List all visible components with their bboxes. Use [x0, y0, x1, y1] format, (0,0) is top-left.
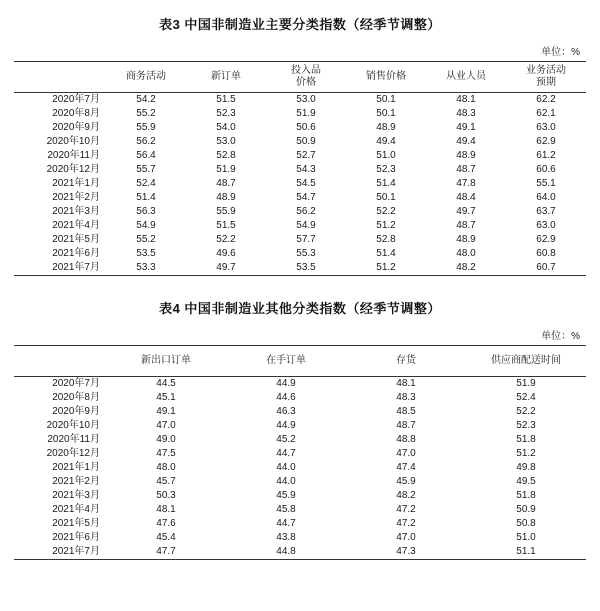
cell: 54.2: [136, 94, 156, 105]
cell: 44.7: [276, 448, 296, 459]
cell: 50.1: [376, 108, 396, 119]
cell: 45.4: [156, 532, 176, 543]
cell: 51.2: [376, 220, 396, 231]
cell: 56.4: [136, 150, 156, 161]
cell: 44.0: [276, 476, 296, 487]
cell: 48.1: [156, 504, 176, 515]
row-label: 2021年4月: [52, 220, 100, 231]
cell: 53.5: [136, 248, 156, 259]
cell: 49.7: [186, 261, 266, 276]
row-label: 2020年8月: [52, 392, 100, 403]
cell: 49.4: [456, 136, 476, 147]
cell: 48.3: [396, 392, 416, 403]
table-row: [14, 191, 586, 205]
cell: 51.4: [376, 178, 396, 189]
table-row: [14, 475, 586, 489]
table3-col-new-orders: 新订单: [186, 62, 266, 93]
cell: 48.1: [456, 94, 476, 105]
cell: 57.7: [296, 234, 316, 245]
table4-header-row: [14, 346, 586, 377]
cell: 45.9: [276, 490, 296, 501]
table-row: [14, 163, 586, 177]
cell: 53.5: [266, 261, 346, 276]
cell: 47.6: [156, 518, 176, 529]
cell: 48.7: [456, 164, 476, 175]
cell: 50.9: [296, 136, 316, 147]
cell: 49.6: [216, 248, 236, 259]
cell: 50.9: [516, 504, 536, 515]
row-label: 2021年6月: [52, 532, 100, 543]
cell: 54.0: [216, 122, 236, 133]
section-spacer: [14, 276, 586, 284]
row-label: 2021年7月: [14, 261, 106, 276]
row-label: 2021年4月: [52, 504, 100, 515]
cell: 50.6: [296, 122, 316, 133]
cell: 63.0: [536, 220, 556, 231]
cell: 47.8: [456, 178, 476, 189]
row-label: 2021年3月: [52, 206, 100, 217]
table-row: [14, 261, 586, 276]
table-row: [14, 503, 586, 517]
table-row: [14, 93, 586, 108]
cell: 54.3: [296, 164, 316, 175]
cell: 48.2: [396, 490, 416, 501]
cell: 47.3: [346, 545, 466, 560]
cell: 44.9: [276, 420, 296, 431]
cell: 53.3: [106, 261, 186, 276]
cell: 64.0: [536, 192, 556, 203]
cell: 51.8: [516, 434, 536, 445]
cell: 48.2: [426, 261, 506, 276]
cell: 51.4: [136, 192, 156, 203]
cell: 55.3: [296, 248, 316, 259]
table3-header-row: [14, 62, 586, 93]
cell: 56.2: [136, 136, 156, 147]
cell: 49.1: [156, 406, 176, 417]
table-row: [14, 121, 586, 135]
row-label: 2021年1月: [52, 462, 100, 473]
cell: 47.7: [106, 545, 226, 560]
cell: 52.2: [216, 234, 236, 245]
table-row: [14, 247, 586, 261]
row-label: 2021年2月: [52, 192, 100, 203]
cell: 48.9: [456, 234, 476, 245]
table4-block: [14, 284, 586, 560]
cell: 48.9: [216, 192, 236, 203]
cell: 55.7: [136, 164, 156, 175]
cell: 47.4: [396, 462, 416, 473]
cell: 45.7: [156, 476, 176, 487]
row-label: 2021年1月: [52, 178, 100, 189]
cell: 55.2: [136, 234, 156, 245]
cell: 60.8: [536, 248, 556, 259]
cell: 44.5: [156, 378, 176, 389]
table3-unit: 单位：%: [541, 47, 580, 58]
table-row: [14, 517, 586, 531]
cell: 55.9: [216, 206, 236, 217]
cell: 55.2: [136, 108, 156, 119]
cell: 60.7: [506, 261, 586, 276]
cell: 48.0: [456, 248, 476, 259]
cell: 54.9: [296, 220, 316, 231]
cell: 50.1: [376, 94, 396, 105]
table-row: [14, 177, 586, 191]
cell: 52.8: [376, 234, 396, 245]
cell: 62.1: [536, 108, 556, 119]
cell: 45.2: [276, 434, 296, 445]
cell: 61.2: [536, 150, 556, 161]
row-label: 2020年8月: [52, 108, 100, 119]
cell: 48.1: [396, 378, 416, 389]
cell: 49.0: [156, 434, 176, 445]
table-row: [14, 377, 586, 392]
cell: 51.0: [516, 532, 536, 543]
row-label: 2020年11月: [47, 434, 100, 445]
row-label: 2020年11月: [47, 150, 100, 161]
cell: 56.2: [296, 206, 316, 217]
table4-col-backlog-orders: 在手订单: [226, 346, 346, 377]
table-row: [14, 433, 586, 447]
cell: 47.2: [396, 518, 416, 529]
cell: 48.8: [396, 434, 416, 445]
table4-col-inventory: 存货: [346, 346, 466, 377]
row-label: 2021年5月: [52, 518, 100, 529]
table-row: [14, 107, 586, 121]
cell: 44.0: [276, 462, 296, 473]
cell: 49.8: [516, 462, 536, 473]
row-label: 2020年12月: [46, 448, 100, 459]
table-row: [14, 233, 586, 247]
cell: 44.8: [226, 545, 346, 560]
cell: 52.7: [296, 150, 316, 161]
cell: 47.2: [396, 504, 416, 515]
cell: 52.2: [516, 406, 536, 417]
cell: 52.3: [516, 420, 536, 431]
table3-col-input-prices-line1: 投入品: [291, 65, 321, 76]
cell: 45.1: [156, 392, 176, 403]
cell: 54.9: [136, 220, 156, 231]
table3-col-business-activity: 商务活动: [106, 62, 186, 93]
row-label: 2021年7月: [14, 545, 106, 560]
cell: 44.9: [276, 378, 296, 389]
cell: 52.3: [376, 164, 396, 175]
cell: 54.5: [296, 178, 316, 189]
cell: 43.8: [276, 532, 296, 543]
cell: 63.0: [536, 122, 556, 133]
cell: 51.5: [216, 220, 236, 231]
cell: 49.7: [456, 206, 476, 217]
cell: 52.4: [136, 178, 156, 189]
row-label: 2020年7月: [52, 378, 100, 389]
row-label: 2020年10月: [46, 136, 100, 147]
table4-title: 表4 中国非制造业其他分类指数（经季节调整）: [159, 301, 441, 316]
table4-corner-header: [14, 346, 106, 377]
table-row: [14, 219, 586, 233]
cell: 51.2: [516, 448, 536, 459]
cell: 51.1: [466, 545, 586, 560]
table3-col-expectations-line2: 预期: [536, 77, 556, 88]
cell: 44.6: [276, 392, 296, 403]
cell: 52.4: [516, 392, 536, 403]
row-label: 2020年10月: [46, 420, 100, 431]
cell: 55.1: [536, 178, 556, 189]
cell: 62.9: [536, 234, 556, 245]
row-label: 2021年3月: [52, 490, 100, 501]
table4: [14, 345, 586, 560]
cell: 51.0: [376, 150, 396, 161]
table3-block: [14, 0, 586, 276]
cell: 48.5: [396, 406, 416, 417]
table3-col-sales-prices: 销售价格: [346, 62, 426, 93]
cell: 48.7: [396, 420, 416, 431]
table-row: [14, 545, 586, 560]
cell: 48.9: [376, 122, 396, 133]
table3-title: 表3 中国非制造业主要分类指数（经季节调整）: [159, 17, 441, 32]
table3-col-input-prices: [266, 62, 346, 93]
cell: 55.9: [136, 122, 156, 133]
table3-col-input-prices-line2: 价格: [296, 77, 316, 88]
table-row: [14, 391, 586, 405]
table4-col-supplier-delivery-time: 供应商配送时间: [466, 346, 586, 377]
row-label: 2020年9月: [52, 406, 100, 417]
table-row: [14, 419, 586, 433]
cell: 51.9: [516, 378, 536, 389]
cell: 48.4: [456, 192, 476, 203]
cell: 44.7: [276, 518, 296, 529]
row-label: 2020年9月: [52, 122, 100, 133]
cell: 51.4: [376, 248, 396, 259]
table3: [14, 61, 586, 276]
cell: 49.1: [456, 122, 476, 133]
table-row: [14, 531, 586, 545]
row-label: 2021年2月: [52, 476, 100, 487]
cell: 63.7: [536, 206, 556, 217]
cell: 51.9: [216, 164, 236, 175]
cell: 53.0: [296, 94, 316, 105]
cell: 47.0: [396, 448, 416, 459]
cell: 48.7: [216, 178, 236, 189]
cell: 48.7: [456, 220, 476, 231]
table3-corner-header: [14, 62, 106, 93]
table3-col-expectations-line1: 业务活动: [526, 65, 566, 76]
row-label: 2021年6月: [52, 248, 100, 259]
table4-col-new-export-orders: 新出口订单: [106, 346, 226, 377]
table-row: [14, 405, 586, 419]
cell: 48.9: [456, 150, 476, 161]
cell: 49.4: [376, 136, 396, 147]
table-row: [14, 489, 586, 503]
cell: 51.9: [296, 108, 316, 119]
row-label: 2020年12月: [46, 164, 100, 175]
table4-body: [14, 377, 586, 560]
cell: 51.8: [516, 490, 536, 501]
cell: 48.0: [156, 462, 176, 473]
table3-col-expectations: [506, 62, 586, 93]
cell: 52.2: [376, 206, 396, 217]
cell: 47.5: [156, 448, 176, 459]
cell: 45.9: [396, 476, 416, 487]
cell: 47.0: [396, 532, 416, 543]
cell: 47.0: [156, 420, 176, 431]
table3-col-employment: 从业人员: [426, 62, 506, 93]
cell: 62.2: [536, 94, 556, 105]
cell: 50.3: [156, 490, 176, 501]
cell: 52.3: [216, 108, 236, 119]
cell: 48.3: [456, 108, 476, 119]
cell: 50.8: [516, 518, 536, 529]
table-row: [14, 447, 586, 461]
table3-body: [14, 93, 586, 276]
table-row: [14, 149, 586, 163]
cell: 56.3: [136, 206, 156, 217]
cell: 54.7: [296, 192, 316, 203]
table-row: [14, 461, 586, 475]
cell: 52.8: [216, 150, 236, 161]
row-label: 2021年5月: [52, 234, 100, 245]
cell: 60.6: [536, 164, 556, 175]
table-row: [14, 135, 586, 149]
cell: 50.1: [376, 192, 396, 203]
cell: 51.5: [216, 94, 236, 105]
cell: 53.0: [216, 136, 236, 147]
cell: 46.3: [276, 406, 296, 417]
cell: 51.2: [346, 261, 426, 276]
row-label: 2020年7月: [52, 94, 100, 105]
table-row: [14, 205, 586, 219]
cell: 45.8: [276, 504, 296, 515]
cell: 49.5: [516, 476, 536, 487]
table4-unit: 单位：%: [541, 331, 580, 342]
cell: 62.9: [536, 136, 556, 147]
